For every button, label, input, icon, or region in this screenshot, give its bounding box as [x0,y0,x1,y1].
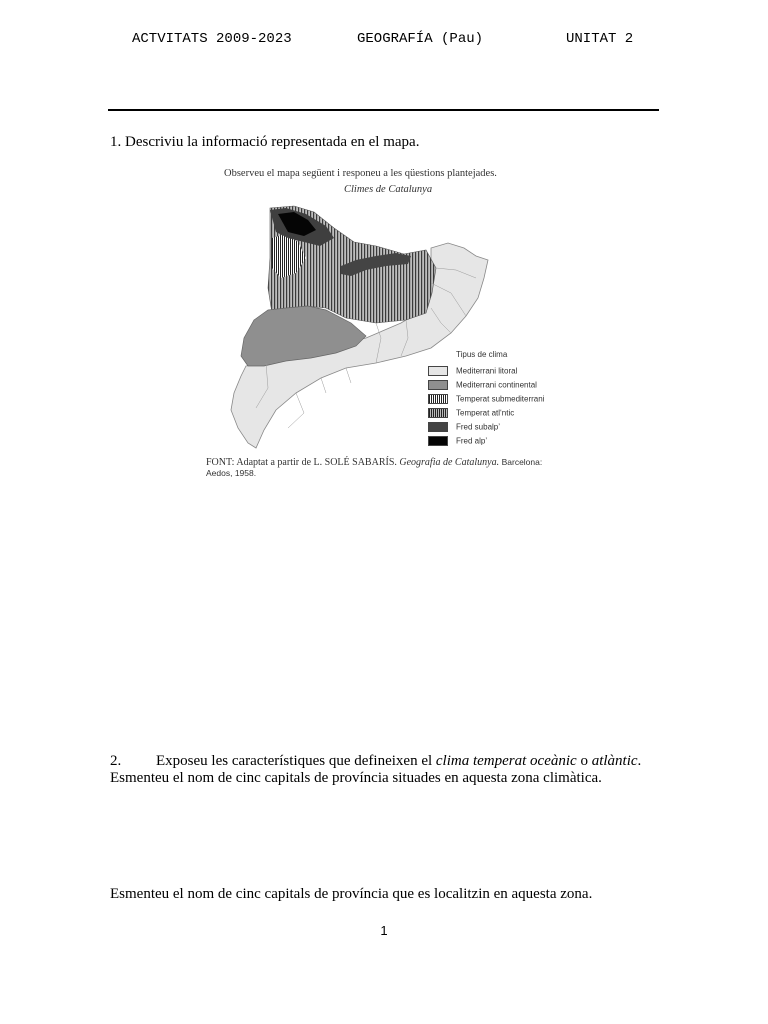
legend-label: Temperat submediterrani [456,394,545,404]
legend-swatch [428,422,448,432]
legend-item [428,380,537,392]
legend-label: Fred subalp’ [456,422,501,432]
page-header [0,31,768,51]
question-2-period: . [637,753,642,769]
legend-item [428,436,487,448]
question-3: Esmenteu el nom de cinc capitals de província que es localitzin en aquesta zona. [110,886,593,902]
legend-swatch [428,366,448,376]
legend-swatch [428,394,448,404]
question-1: 1. Descriviu la informació representada en el mapa. [110,134,420,150]
legend-item [428,366,517,378]
question-2-number: 2. [110,753,122,769]
question-2-text: Exposeu les característiques que defineixen el [156,753,433,769]
source-prefix: FONT: Adaptat a partir de L. SOLÉ SABARÍS. [206,457,397,468]
question-2-term-1: clima temperat oceànic [435,753,577,769]
map-title: Climes de Catalunya [344,184,433,195]
legend-swatch [428,408,448,418]
map-source [206,457,566,479]
source-book-title: Geografia de Catalunya. [399,457,500,468]
question-2-conjunction: o [580,753,588,769]
legend-label: Mediterrani continental [456,380,537,390]
header-course: ACTVITATS 2009-2023 [132,31,292,47]
header-subject: GEOGRAFÍA (Pau) [357,31,484,47]
legend-label: Mediterrani litoral [456,366,518,376]
header-divider [108,109,659,111]
question-2 [110,753,670,787]
legend-swatch [428,380,448,390]
legend-item [428,394,544,406]
source-publisher: Aedos, 1958. [206,468,257,478]
question-2-term-2: atlàntic [591,753,638,769]
legend-label: Temperat atl‘ntic [456,408,515,418]
legend-label: Fred alp’ [456,436,488,446]
page-number: 1 [380,923,388,938]
question-2-line-2: Esmenteu el nom de cinc capitals de província situades en aquesta zona climàtica. [110,770,602,786]
legend-swatch [428,436,448,446]
legend-item [428,422,500,434]
header-unit: UNITAT 2 [566,31,634,47]
map-instruction: Observeu el mapa següent i responeu a les qüestions plantejades. [224,168,497,179]
source-place: Barcelona: [501,457,543,467]
legend-item [428,408,514,420]
legend-title: Tipus de clima [456,350,508,359]
